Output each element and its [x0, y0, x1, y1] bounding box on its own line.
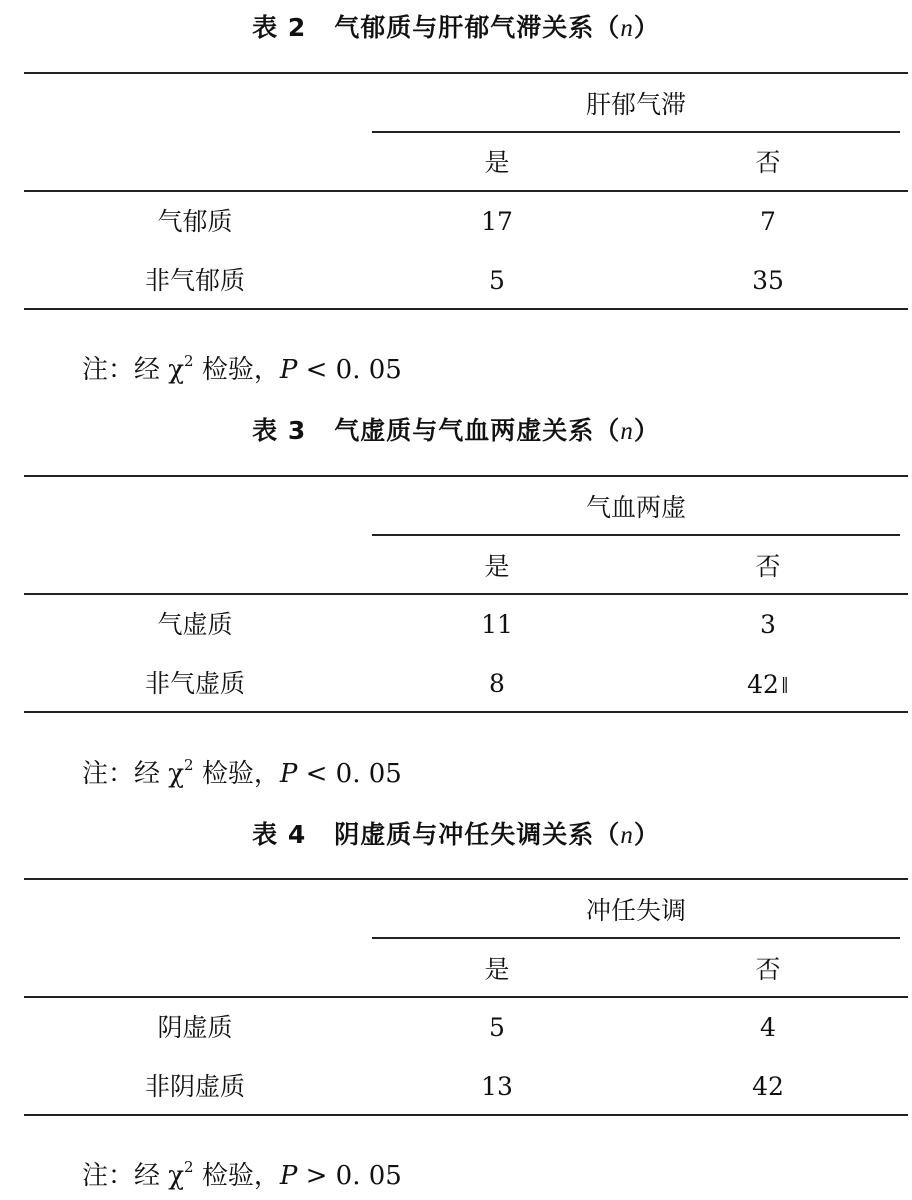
caption-variable: n [620, 15, 634, 42]
note-prefix: 注：经 [82, 1161, 161, 1191]
bottom-rule [24, 711, 908, 713]
cell-yes: 17 [481, 207, 513, 236]
cell-yes: 5 [489, 266, 505, 295]
bottom-rule [24, 308, 908, 310]
column-header-yes: 是 [484, 552, 510, 581]
table-note [82, 1151, 402, 1192]
note-test: 检验， [193, 1161, 280, 1191]
table-title: 阴虚质与冲任失调关系 [334, 820, 595, 849]
column-header-yes: 是 [484, 148, 510, 177]
stray-mark: ‖ [780, 674, 789, 693]
caption-paren-open: （ [594, 416, 621, 445]
p-variable: P [279, 759, 298, 789]
table-title: 气虚质与气血两虚关系 [334, 416, 595, 445]
p-relation: > 0. 05 [297, 1161, 402, 1191]
cell-yes: 13 [481, 1072, 513, 1101]
p-variable: P [279, 355, 298, 385]
table-note [82, 749, 402, 790]
cell-value: 42 [747, 670, 779, 699]
cell-yes: 5 [489, 1013, 505, 1042]
table-number: 表 4 [252, 820, 307, 849]
caption-paren-close: ） [633, 416, 660, 445]
table-caption [0, 815, 912, 851]
note-test: 检验， [193, 355, 280, 385]
p-relation: < 0. 05 [297, 759, 402, 789]
row-label: 气虚质 [157, 610, 233, 639]
header-rule [24, 593, 908, 595]
row-label: 气郁质 [157, 207, 233, 236]
caption-paren-close: ） [633, 820, 660, 849]
chi-exponent: 2 [184, 1158, 194, 1176]
cell-no: 3 [760, 610, 776, 639]
table-number: 表 2 [252, 13, 307, 42]
group-header: 冲任失调 [585, 896, 686, 925]
header-rule [24, 996, 908, 998]
table-number: 表 3 [252, 416, 307, 445]
table-caption [0, 8, 912, 44]
chi-exponent: 2 [184, 352, 194, 370]
column-header-no: 否 [755, 552, 781, 581]
cell-yes: 11 [481, 610, 513, 639]
table-title: 气郁质与肝郁气滞关系 [334, 13, 595, 42]
header-rule [24, 190, 908, 192]
caption-paren-close: ） [633, 13, 660, 42]
chi-symbol: χ [168, 355, 185, 385]
top-rule [24, 72, 908, 74]
table-caption [0, 411, 912, 447]
chi-exponent: 2 [184, 756, 194, 774]
note-test: 检验， [193, 759, 280, 789]
cell-no: 42 [752, 1072, 784, 1101]
p-variable: P [279, 1161, 298, 1191]
caption-paren-open: （ [594, 820, 621, 849]
cell-no: 4 [760, 1013, 776, 1042]
row-label: 非阴虚质 [144, 1072, 245, 1101]
row-label: 阴虚质 [157, 1013, 233, 1042]
row-label: 非气虚质 [144, 669, 245, 698]
note-prefix: 注：经 [82, 759, 161, 789]
group-header: 肝郁气滞 [585, 90, 686, 119]
p-relation: < 0. 05 [297, 355, 402, 385]
row-label: 非气郁质 [144, 266, 245, 295]
caption-paren-open: （ [594, 13, 621, 42]
bottom-rule [24, 1114, 908, 1116]
caption-variable: n [620, 418, 634, 445]
caption-variable: n [620, 822, 634, 849]
table-note [82, 345, 402, 386]
note-prefix: 注：经 [82, 355, 161, 385]
group-subrule [372, 534, 900, 536]
group-subrule [372, 937, 900, 939]
column-header-no: 否 [755, 148, 781, 177]
top-rule [24, 475, 908, 477]
cell-no: 35 [752, 266, 784, 295]
group-subrule [372, 131, 900, 133]
column-header-yes: 是 [484, 955, 510, 984]
cell-no [700, 669, 836, 699]
top-rule [24, 878, 908, 880]
group-header: 气血两虚 [585, 493, 686, 522]
cell-yes: 8 [489, 669, 505, 698]
cell-no: 7 [760, 207, 776, 236]
chi-symbol: χ [168, 759, 185, 789]
column-header-no: 否 [755, 955, 781, 984]
chi-symbol: χ [168, 1161, 185, 1191]
